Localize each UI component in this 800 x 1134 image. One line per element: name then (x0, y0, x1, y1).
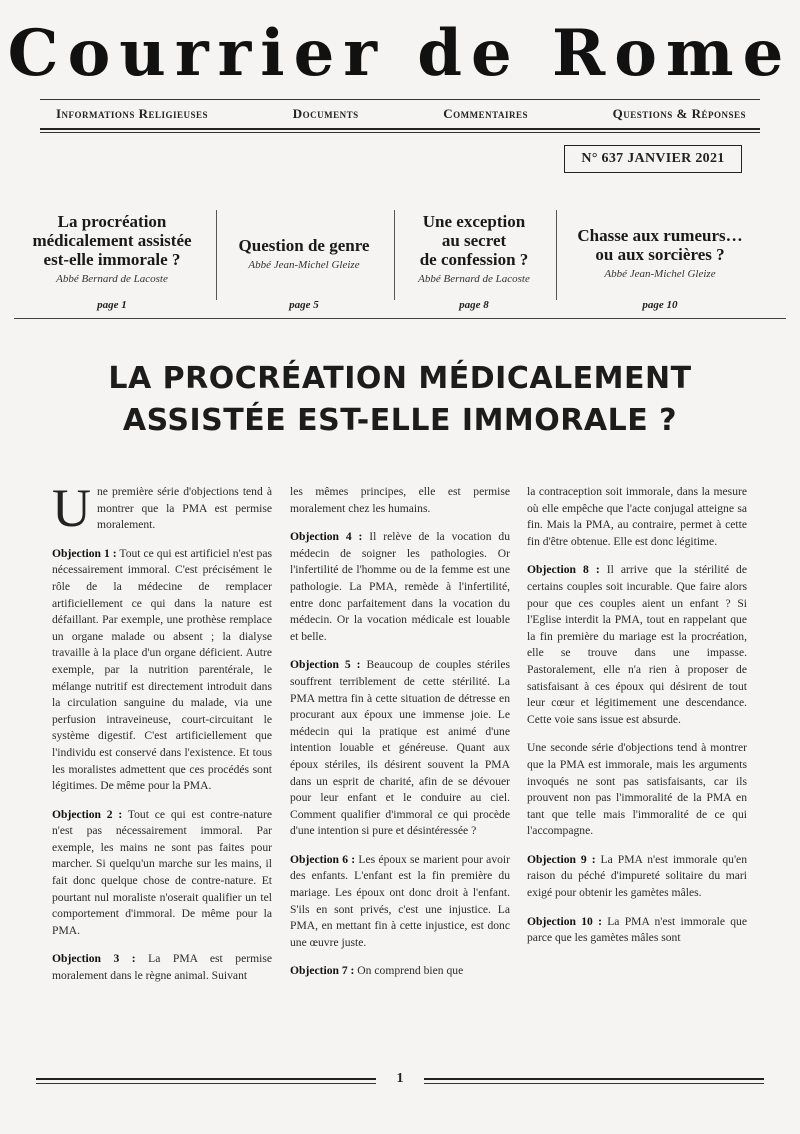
teaser-bottom-rule (14, 318, 786, 319)
teaser-divider (394, 210, 395, 300)
teaser-title: La procréation médicalement assistée est-elle immorale ? (32, 212, 192, 269)
teaser-confession[interactable] (398, 212, 550, 285)
objection-10: Objection 10 : La PMA n'est immorale que parce que les gamètes mâles sont (527, 914, 747, 945)
nav-item-documents[interactable]: Documents (292, 106, 359, 121)
teaser-author: Abbé Bernard de Lacoste (418, 273, 530, 285)
teaser-title: Chasse aux rumeurs… ou aux sorcières ? (577, 226, 743, 264)
issue-number-box: N° 637 JANVIER 2021 (564, 145, 742, 173)
objection-6: Objection 6 : Les époux se marient pour avoir des enfants. L'enfant est la fin première du mariage. Les époux ont donc droit à l'enfant. S'ils en sont privés, c'est une injustice. La PMA, en mettant fin à cette injustice, est donc une œuvre juste. (290, 852, 510, 949)
article-column-3 (527, 484, 747, 1044)
objection-3: Objection 3 : La PMA est permise moralement dans le règne animal. Suivant (52, 952, 272, 983)
objection-5: Objection 5 : Beaucoup de couples stériles souffrent terriblement de cette stérilité. La PMA mettra fin à cette situation de détresse en procurant aux époux une immense joie. Le médecin qui la pratique est animé d'une intention louable et généreuse. Quant aux époux stériles, ils désirent souvent la PMA dans un esprit de charité, afin de se dévouer pour leur enfant et le conduire au ciel. Comment qualifier d'immoral ce qui procède d'une intention si pure et désintéressée ? (290, 658, 510, 838)
teaser-divider (216, 210, 217, 300)
second-series-paragraph: Une seconde série d'objections tend à montrer que la PMA est immorale, mais les arguments invoqués ne sont pas satisfaisants, car ils prouvent non pas l'immoralité de la PMA en tant que telle mais l'immoralité de ce qui l'accompagne. (527, 741, 747, 838)
continued-paragraph: les mêmes principes, elle est permise moralement chez les humains. (290, 485, 510, 515)
article-headline: LA PROCRÉATION MÉDICALEMENT ASSISTÉE EST-ELLE IMMORALE ? (108, 361, 692, 438)
nav-item-commentaires[interactable]: Commentaires (443, 106, 528, 121)
teaser-page-link[interactable]: page 8 (459, 299, 489, 311)
nav-item-questions[interactable]: Questions & Réponses (612, 106, 746, 121)
objection-8: Objection 8 : Il arrive que la stérilité de certains couples soit incurable. Que faire alors pour que ces couples aient un enfant ? Si l'Eglise interdit la PMA, tout en rappelant que la fin première du mariage est la procréation, elle se trouve dans une impasse. Pastoralement, elle n'a rien à proposer de satisfaisant à ces époux qui désirent de tout leur cœur et légitimement une descendance. Cette voie sans issue est absurde. (527, 563, 747, 726)
teaser-divider (556, 210, 557, 300)
objection-9: Objection 9 : La PMA n'est immorale qu'en raison du péché d'impureté solitaire du mari exigé pour obtenir les gamètes mâles. (527, 852, 747, 900)
teaser-title: Une exception au secret de confession ? (419, 212, 529, 269)
objection-1: Objection 1 : Tout ce qui est artificiel n'est pas nécessairement immoral. C'est précisément le rôle de la médecine de remplacer artificiellement ce qui dans la nature est défaillant. Par exemple, une prothèse remplace un organe malade ou absent ; la dialyse travaille à la place d'un organe déficient. Autre exemple, par la nutrition parentérale, le mélange nutritif est directement introduit dans la circulation sanguine du malade, via une perfusion intraveineuse, court-circuitant le système digestif. C'est artificiellement que l'individu est conservé dans l'existence. Et tous les moralistes admettent que ces procédés sont légitimes. De même pour la PMA. (52, 546, 272, 793)
teaser-author: Abbé Jean-Michel Gleize (248, 259, 360, 271)
objection-2: Objection 2 : Tout ce qui est contre-nature n'est pas nécessairement immoral. Par exemple, les mains ne sont pas faites pour marcher. Si quelqu'un marche sur les mains, il fait donc quelque chose de contre-nature. Et pourtant nul moraliste n'oserait qualifier un tel comportement d'immoral. De même pour la PMA. (52, 807, 272, 937)
intro-paragraph: Une première série d'objections tend à montrer que la PMA est permise moralement. (52, 484, 272, 538)
drop-cap: U (52, 484, 91, 538)
section-nav (56, 106, 746, 122)
teaser-author: Abbé Bernard de Lacoste (56, 273, 168, 285)
nav-item-informations[interactable]: Informations Religieuses (56, 106, 209, 121)
page-number: 1 (396, 1071, 404, 1086)
continued-paragraph: la contraception soit immorale, dans la mesure où elle empêche que l'acte conjugal atteigne sa fin. Mais la PMA, au contraire, permet à cette fin d'être obtenue. Elle est donc légitime. (527, 485, 747, 548)
objection-4: Objection 4 : Il relève de la vocation du médecin de soigner les pathologies. Or l'infertilité de l'homme ou de la femme est une pathologie. La PMA, remède à l'infertilité, entre donc parfaitement dans la vocation du médecin. Or la vocation médicale est louable et belle. (290, 530, 510, 643)
teaser-title: Question de genre (238, 236, 370, 255)
footer-rule-left-thin (36, 1083, 376, 1084)
teaser-page-link[interactable]: page 5 (289, 299, 319, 311)
masthead-title: Courrier de Rome (7, 16, 793, 91)
nav-bottom-rule-thin (40, 132, 760, 133)
nav-bottom-rule (40, 128, 760, 130)
footer-rule-right (424, 1078, 764, 1080)
article-column-2 (290, 484, 510, 1044)
objection-7: Objection 7 : On comprend bien que (290, 964, 464, 978)
nav-top-rule (40, 99, 760, 100)
teaser-author: Abbé Jean-Michel Gleize (604, 268, 716, 280)
article-column-1 (52, 484, 272, 1044)
footer-rule-right-thin (424, 1083, 764, 1084)
footer-rule-left (36, 1078, 376, 1080)
teaser-rumeurs[interactable] (560, 226, 760, 280)
teaser-page-link[interactable]: page 1 (97, 299, 127, 311)
teaser-page-link[interactable]: page 10 (642, 299, 678, 311)
teaser-genre[interactable] (220, 236, 388, 271)
teaser-pma[interactable] (14, 212, 210, 285)
